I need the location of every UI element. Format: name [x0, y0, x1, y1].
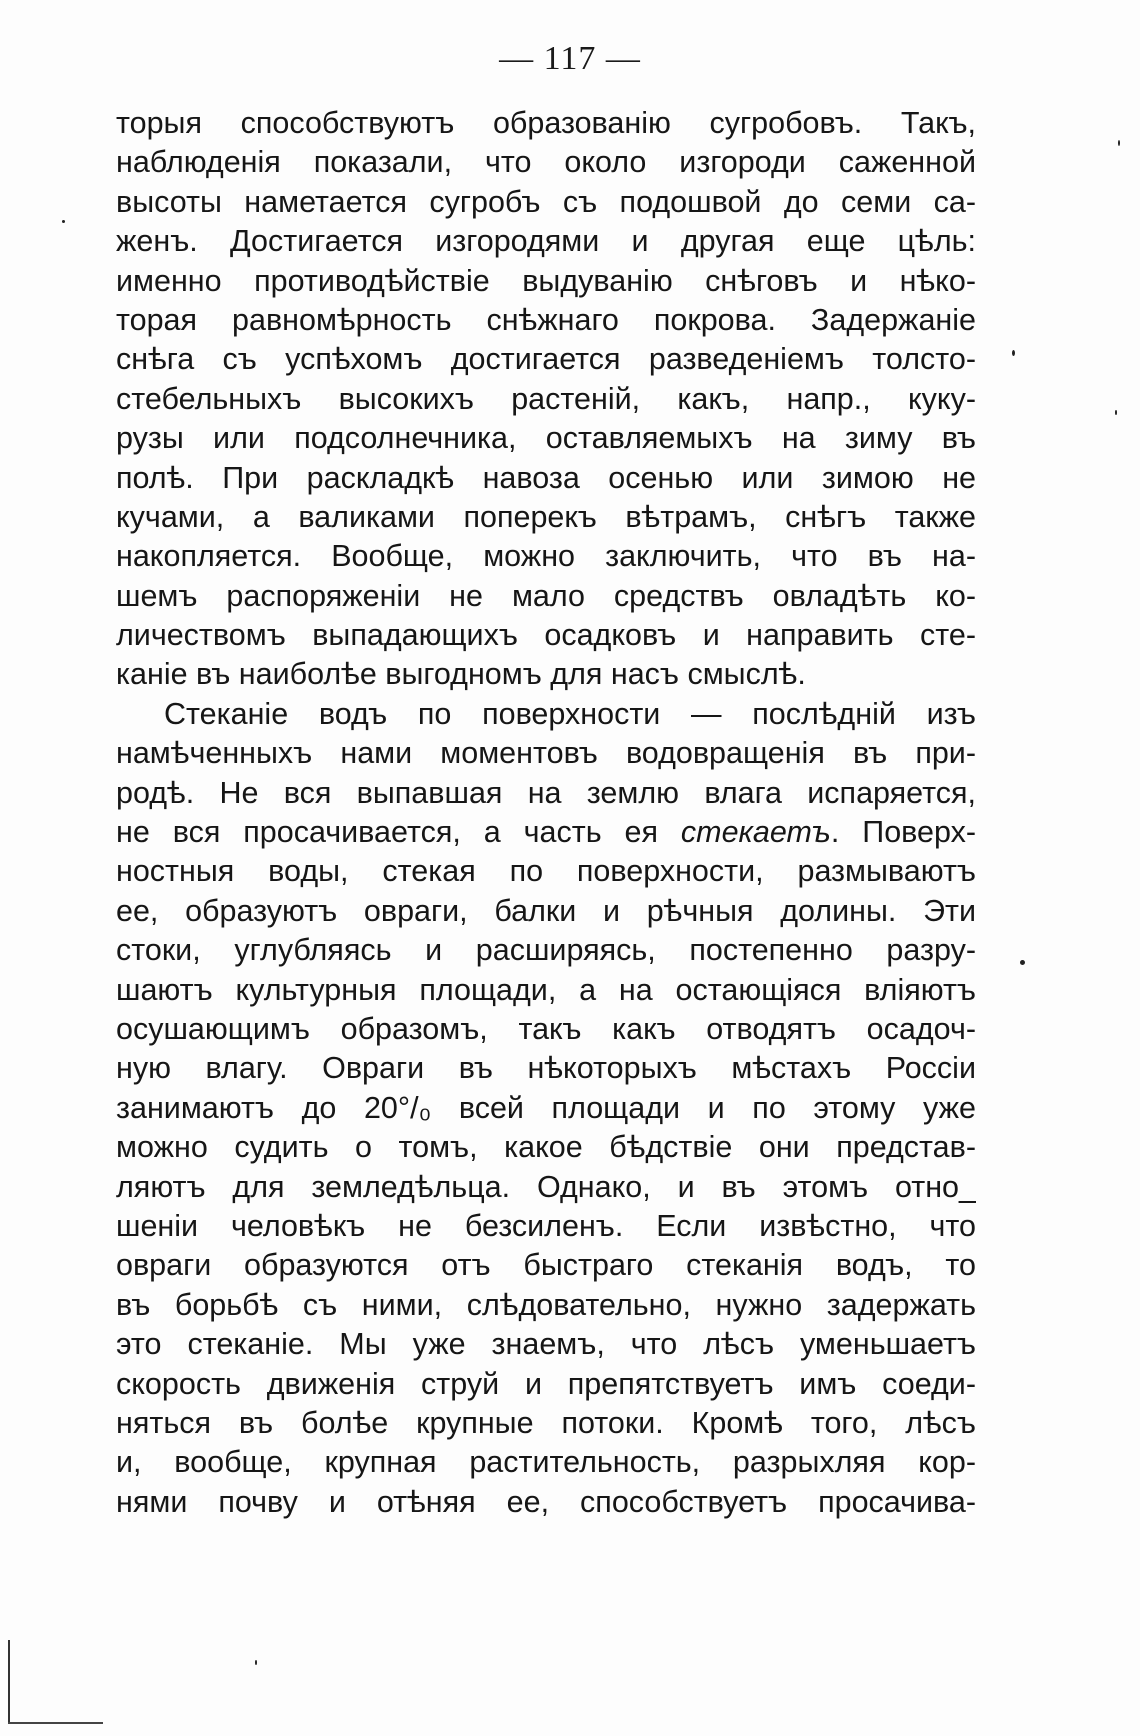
- text-line: занимаютъ до 20°/₀ всей площади и по этому уже: [116, 1090, 976, 1125]
- scan-speck: [1020, 960, 1025, 965]
- text-line: можно судить о томъ, какое бѣдствiе они представ-: [116, 1130, 976, 1165]
- emphasized-word: стекаетъ: [680, 815, 831, 850]
- text-line: и, вообще, крупная растительность, разрыхляя кор-: [116, 1445, 976, 1480]
- text-line: ее, образуютъ овраги, балки и рѣчныя долины. Эти: [116, 893, 976, 928]
- text-line: нями почву и отѣняя ее, способствуетъ просачива-: [116, 1484, 976, 1519]
- page-number: — 117 —: [499, 40, 641, 77]
- text-line: ностныя воды, стекая по поверхности, размываютъ: [116, 854, 976, 889]
- text-line: няться въ болѣе крупные потоки. Кромѣ того, лѣсъ: [116, 1405, 976, 1440]
- text-line: овраги образуются отъ быстраго стеканiя водъ, то: [116, 1248, 976, 1283]
- text-line: стоки, углубляясь и расширяясь, постепенно разру-: [116, 933, 976, 968]
- text-line: высоты наметается сугробъ съ подошвой до семи са-: [116, 184, 976, 219]
- text-line: торыя способствуютъ образованiю сугробовъ. Такъ,: [116, 106, 976, 140]
- scan-speck: [1118, 140, 1120, 146]
- text-line: снѣга съ успѣхомъ достигается разведенiемъ толсто-: [116, 342, 976, 377]
- text-line: шенiи человѣкъ не безсиленъ. Если извѣстно, что: [116, 1208, 976, 1243]
- text-line: въ борьбѣ съ ними, слѣдовательно, нужно задержать: [116, 1287, 976, 1322]
- scan-speck: [255, 1660, 257, 1665]
- text-line: кучами, а валиками поперекъ вѣтрамъ, снѣгъ также: [116, 499, 976, 534]
- text-line: женъ. Достигается изгородями и другая еще цѣль:: [116, 224, 976, 259]
- scan-margin-foot: [8, 1722, 103, 1724]
- text-line: наблюденiя показали, что около изгороди саженной: [116, 145, 976, 180]
- text-line: полѣ. При раскладкѣ навоза осенью или зимою не: [116, 460, 976, 495]
- text-line: скорость движенiя струй и препятствуетъ имъ соеди-: [116, 1366, 976, 1401]
- text-line: ляютъ для земледѣльца. Однако, и въ этомъ отно_: [116, 1169, 976, 1204]
- paragraph-first-line: Стеканiе водъ по поверхности — послѣднiй изъ: [164, 696, 976, 731]
- text-line: рузы или подсолнечника, оставляемыхъ на зиму въ: [116, 421, 976, 456]
- text-line: именно противодѣйствiе выдуванiю снѣговъ и нѣко-: [116, 263, 976, 298]
- text-line: ную влагу. Овраги въ нѣкоторыхъ мѣстахъ Россiи: [116, 1051, 976, 1086]
- text-line: личествомъ выпадающихъ осадковъ и направить сте-: [116, 618, 976, 653]
- text-line: осушающимъ образомъ, такъ какъ отводятъ осадоч-: [116, 1011, 976, 1046]
- text-line: торая равномѣрность снѣжнаго покрова. Задержанiе: [116, 302, 976, 337]
- text-line: шаютъ культурныя площади, а на остающiяся влiяютъ: [116, 972, 976, 1007]
- scan-speck: [1115, 410, 1117, 415]
- text-line: стебельныхъ высокихъ растенiй, какъ, напр., куку-: [116, 381, 976, 416]
- body-text: [116, 104, 976, 1522]
- scan-speck: [1012, 350, 1015, 356]
- text-line-with-emphasis: [116, 813, 976, 852]
- scan-margin-line: [8, 1640, 10, 1724]
- line-text-before-emphasis: не вся просачивается, а часть ея: [116, 815, 681, 850]
- scan-speck: [62, 220, 65, 223]
- paragraph-last-line: канiе въ наиболѣе выгодномъ для насъ смыслѣ.: [116, 657, 806, 692]
- text-line: накопляется. Вообще, можно заключить, что въ на-: [116, 539, 976, 574]
- text-line: шемъ распоряженiи не мало средствъ овладѣть ко-: [116, 578, 976, 613]
- text-line: родѣ. Не вся выпавшая на землю влага испаряется,: [116, 775, 976, 810]
- text-line: это стеканiе. Мы уже знаемъ, что лѣсъ уменьшаетъ: [116, 1327, 976, 1362]
- text-line: намѣченныхъ нами моментовъ водовращенiя въ при-: [116, 736, 976, 771]
- line-text-after-emphasis: . Поверх-: [830, 815, 976, 850]
